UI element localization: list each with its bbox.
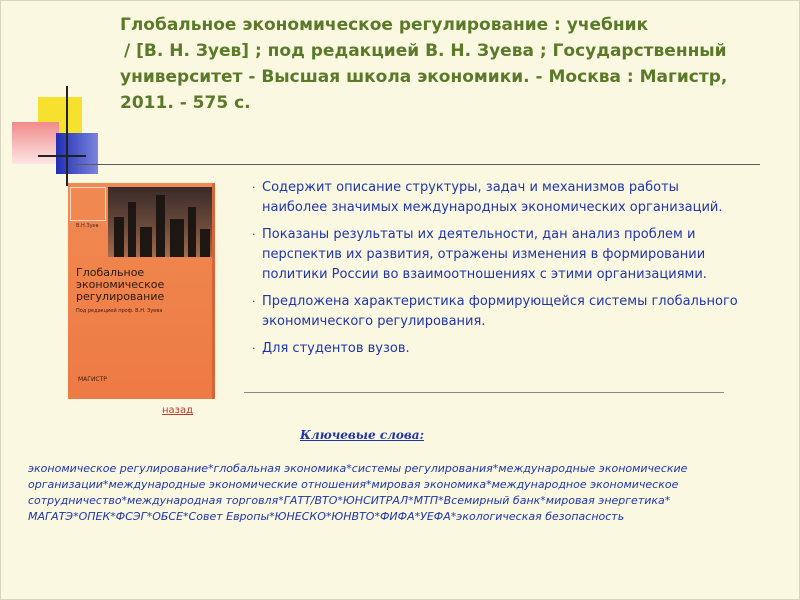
keywords-line: сотрудничество*международная торговля*ГАТТ/ВТО*ЮНСИТРАЛ*МТП*Всемирный банк*мировая энергетика* xyxy=(28,494,671,507)
title-line: 2011. - 575 с. xyxy=(120,93,251,113)
keywords-line: организации*международные экономические отношения*мировая экономика*международное экономическое xyxy=(28,478,679,491)
decor-short-line xyxy=(38,155,86,157)
list-item xyxy=(252,178,762,218)
bullet-icon: · xyxy=(252,181,256,194)
keywords-text xyxy=(28,461,748,525)
section-divider xyxy=(244,392,724,393)
list-item xyxy=(252,339,762,359)
decor-red-square xyxy=(12,122,59,164)
decor-blue-square xyxy=(56,133,98,174)
cover-subtitle: Под редакцией проф. В.Н. Зуева xyxy=(76,308,163,314)
title-underline xyxy=(70,164,760,165)
book-cover xyxy=(68,183,215,399)
description-list xyxy=(252,178,762,366)
bullet-icon: · xyxy=(252,228,256,241)
keywords-line: экономическое регулирование*глобальная экономика*системы регулирования*международные экономические xyxy=(28,462,688,475)
bullet-line: Для студентов вузов. xyxy=(262,341,410,356)
cover-logo xyxy=(70,187,106,221)
bullet-icon: · xyxy=(252,342,256,355)
list-item xyxy=(252,292,762,332)
bullet-line: Предложена характеристика формирующейся системы глобального xyxy=(262,294,738,309)
title-line: университет - Высшая школа экономики. - Москва : Магистр, xyxy=(120,67,728,87)
bullet-line: Показаны результаты их деятельности, дан анализ проблем и xyxy=(262,227,696,242)
decor-vertical-line xyxy=(66,86,68,186)
cover-title-line: регулирование xyxy=(76,290,165,303)
back-link[interactable]: назад xyxy=(162,405,194,416)
bullet-icon: · xyxy=(252,295,256,308)
title-line: / [В. Н. Зуев] ; под редакцией В. Н. Зуева ; Государственный xyxy=(124,41,727,61)
title-line: Глобальное экономическое регулирование : учебник xyxy=(120,15,649,35)
cover-publisher: МАГИСТР xyxy=(78,376,107,383)
keywords-line: МАГАТЭ*ОПЕК*ФСЭГ*ОБСЕ*Совет Европы*ЮНЕСКО*ЮНВТО*ФИФА*УЕФА*экологическая безопасность xyxy=(28,510,625,523)
bullet-line: Содержит описание структуры, задач и механизмов работы xyxy=(262,180,679,195)
cover-title-line: экономическое xyxy=(76,278,165,291)
bullet-line: перспектив их развития, отражены изменения в формировании xyxy=(262,247,706,262)
bullet-line: наиболее значимых международных экономических организаций. xyxy=(262,200,723,215)
cover-title-line: Глобальное xyxy=(76,266,145,279)
cover-title xyxy=(76,267,206,303)
bullet-line: политики России во взаимоотношениях с этими организациями. xyxy=(262,267,707,282)
keywords-heading: Ключевые слова: xyxy=(300,428,425,442)
book-title xyxy=(120,12,760,116)
list-item xyxy=(252,225,762,285)
cover-author: В.Н.Зуев xyxy=(76,223,99,229)
bullet-line: экономического регулирования. xyxy=(262,314,486,329)
cover-photo xyxy=(108,187,212,257)
